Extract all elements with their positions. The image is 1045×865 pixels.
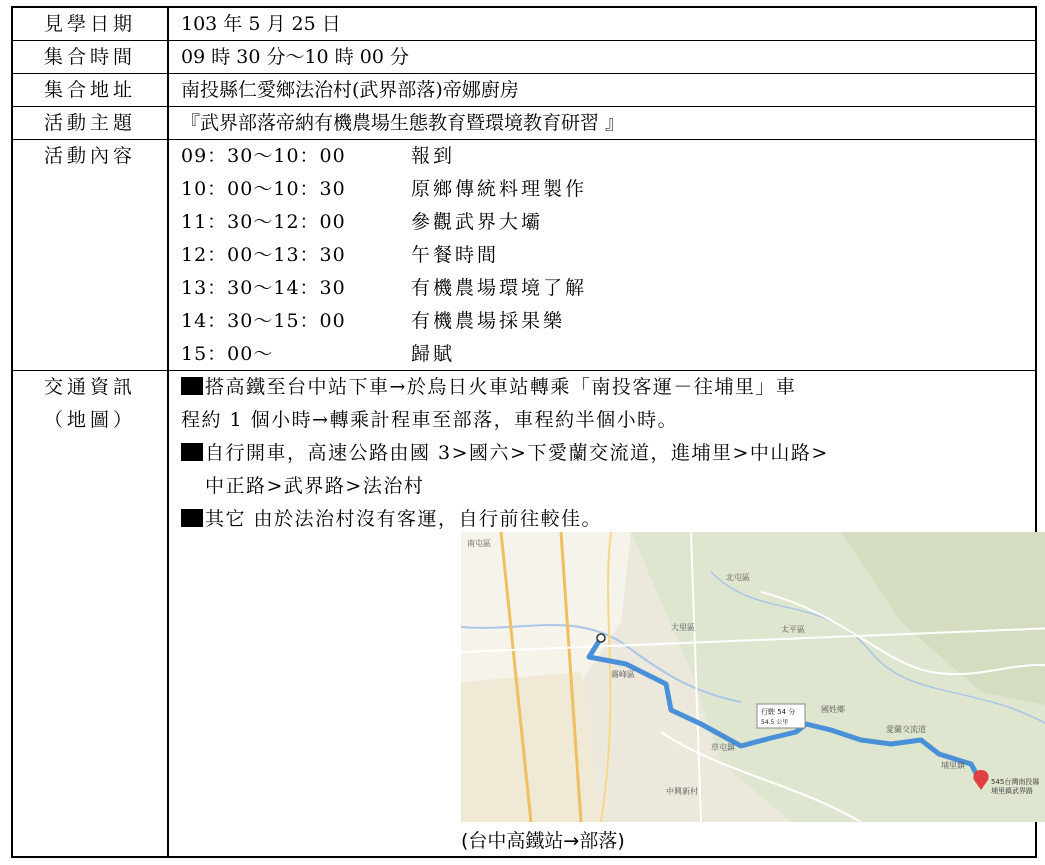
event-info-table xyxy=(11,6,1040,858)
hsr-text1: 搭高鐵至台中站下車→於烏日火車站轉乘「南投客運－往埔里」車 xyxy=(205,376,797,398)
map-label: 南屯區 xyxy=(467,539,491,548)
map-label: 大里區 xyxy=(671,623,695,632)
schedule-item xyxy=(181,338,1027,371)
schedule-time: 09：30～10：00 xyxy=(181,145,346,167)
destination-label2: 埔里鎮武界路 xyxy=(991,787,1033,795)
schedule-item xyxy=(181,305,1027,338)
hsr-line2: 程約 1 個小時→轉乘計程車至部落，車程約半個小時。 xyxy=(181,409,679,431)
schedule-item xyxy=(181,173,1027,206)
schedule-time: 10：00～10：30 xyxy=(181,178,346,200)
drive-line1 xyxy=(181,437,1027,470)
row-theme xyxy=(13,107,1035,140)
bullet-square-icon xyxy=(181,377,203,395)
label-transport-line1: 交通資訊 xyxy=(43,376,136,398)
schedule-item xyxy=(181,206,1027,239)
map-caption: (台中高鐵站→部落) xyxy=(461,830,625,852)
schedule-activity: 有機農場環境了解 xyxy=(411,277,588,299)
schedule-activity: 午餐時間 xyxy=(411,244,500,266)
schedule-list xyxy=(181,140,1027,371)
value-theme: 『武界部落帝納有機農場生態教育暨環境教育研習 』 xyxy=(181,112,625,134)
map-svg xyxy=(461,532,1045,822)
map-label: 草屯鎮 xyxy=(711,743,735,752)
schedule-item xyxy=(181,239,1027,272)
route-map xyxy=(461,532,1045,822)
row-transport xyxy=(13,371,1040,856)
label-transport-line2: （地圖） xyxy=(43,409,136,431)
map-label: 中興新村 xyxy=(666,787,698,796)
drive-text1: 自行開車，高速公路由國 3>國六>下愛蘭交流道，進埔里>中山路> xyxy=(205,442,829,464)
row-schedule xyxy=(13,140,1035,371)
schedule-activity: 歸賦 xyxy=(411,343,456,365)
label-date: 見學日期 xyxy=(13,8,169,40)
label-schedule: 活動內容 xyxy=(13,140,169,370)
schedule-activity: 報到 xyxy=(411,145,456,167)
value-place: 南投縣仁愛鄉法治村(武界部落)帝娜廚房 xyxy=(181,79,519,101)
row-place xyxy=(13,74,1035,107)
transport-content xyxy=(181,371,1040,852)
map-label: 國姓鄉 xyxy=(821,705,845,714)
schedule-activity: 原鄉傳統料理製作 xyxy=(411,178,588,200)
schedule-time: 11：30～12：00 xyxy=(181,211,346,233)
destination-label1: 545台灣南投縣 xyxy=(991,778,1040,786)
label-transport xyxy=(13,371,169,856)
start-marker xyxy=(597,634,605,642)
row-time xyxy=(13,41,1035,74)
route-duration: 行駛 54 分 xyxy=(761,708,796,716)
map-label: 埔里鎮 xyxy=(941,761,965,770)
map-label: 愛蘭交流道 xyxy=(886,725,926,734)
value-date: 103 年 5 月 25 日 xyxy=(181,13,341,35)
value-time: 09 時 30 分～10 時 00 分 xyxy=(181,46,409,68)
label-time: 集合時間 xyxy=(13,41,169,73)
schedule-time: 12：00～13：30 xyxy=(181,244,346,266)
schedule-time: 13：30～14：30 xyxy=(181,277,346,299)
schedule-activity: 參觀武界大壩 xyxy=(411,211,544,233)
schedule-time: 15：00～ xyxy=(181,343,274,365)
schedule-item xyxy=(181,272,1027,305)
map-label: 太平區 xyxy=(781,625,805,634)
label-theme: 活動主題 xyxy=(13,107,169,139)
schedule-item xyxy=(181,140,1027,173)
drive-line2: 中正路>武界路>法治村 xyxy=(205,475,425,497)
bullet-square-icon xyxy=(181,509,203,527)
map-label: 霧峰區 xyxy=(611,670,635,679)
hsr-line1 xyxy=(181,371,1027,404)
bullet-square-icon xyxy=(181,443,203,461)
schedule-activity: 有機農場採果樂 xyxy=(411,310,566,332)
route-distance: 54.5 公里 xyxy=(761,719,789,726)
map-label: 北屯區 xyxy=(726,573,750,582)
schedule-time: 14：30～15：00 xyxy=(181,310,346,332)
label-place: 集合地址 xyxy=(13,74,169,106)
row-date xyxy=(13,8,1035,41)
other-text: 其它 由於法治村沒有客運，自行前往較佳。 xyxy=(205,508,603,530)
